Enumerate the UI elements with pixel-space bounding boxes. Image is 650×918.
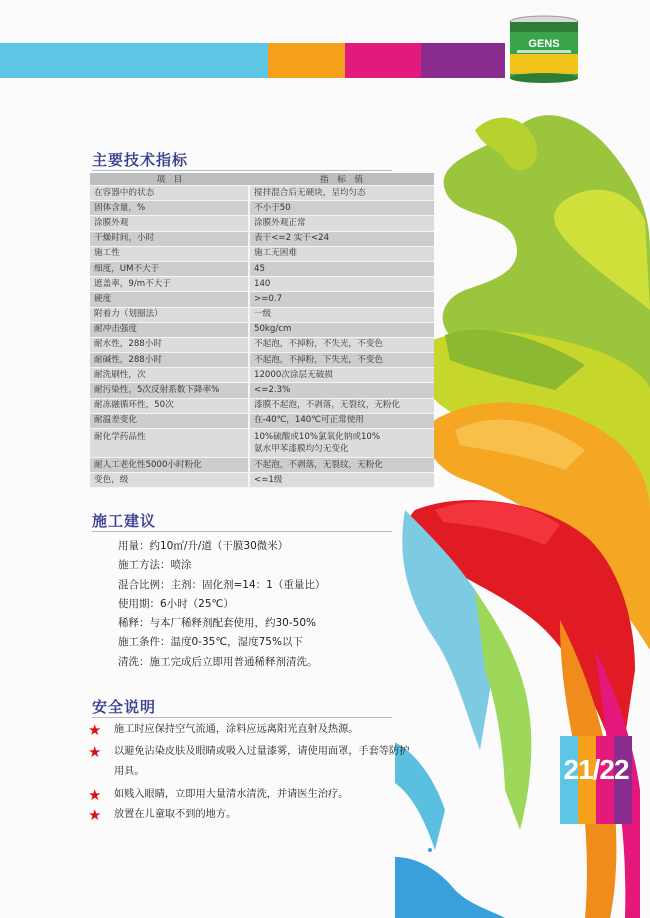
spec-value: 一级 <box>249 307 434 322</box>
table-row <box>90 473 434 488</box>
spec-item: 施工性 <box>90 246 249 261</box>
section-divider-specs <box>92 170 392 171</box>
section-title-safety: 安全说明 <box>92 698 157 716</box>
table-row <box>90 429 434 458</box>
table-row <box>90 261 434 276</box>
spec-value-line: 氨水甲苯漆膜均匀无变化 <box>254 444 349 454</box>
table-row <box>90 383 434 398</box>
advice-list <box>118 537 325 672</box>
header-bar-orange <box>268 43 345 78</box>
star-icon: ★ <box>88 743 102 761</box>
section-title-specs: 主要技术指标 <box>92 151 189 169</box>
spec-value: <=2.3% <box>249 383 434 398</box>
section-divider-safety <box>92 717 392 718</box>
table-row <box>90 292 434 307</box>
header-bar-cyan <box>0 43 268 78</box>
spec-item: 在容器中的状态 <box>90 186 249 201</box>
spec-value: 在-40℃，140℃可正常使用 <box>249 413 434 428</box>
list-item: 清洗：施工完成后立即用普通稀释剂清洗。 <box>118 655 318 668</box>
spec-item: 硬度 <box>90 292 249 307</box>
spec-value-line: 10%硫酸或10%氯氧化钠或10% <box>254 432 381 442</box>
table-row <box>90 322 434 337</box>
table-row <box>90 201 434 216</box>
spec-value: 140 <box>249 277 434 292</box>
section-title-advice: 施工建议 <box>92 512 157 530</box>
spec-item: 耐洗刷性，次 <box>90 368 249 383</box>
spec-item: 耐污染性，5次反射系数下降率% <box>90 383 249 398</box>
spec-value <box>249 429 434 458</box>
table-row <box>90 307 434 322</box>
spec-value: 不小于50 <box>249 201 434 216</box>
spec-item: 耐碱性，288小时 <box>90 353 249 368</box>
spec-item: 附着力（划圈法） <box>90 307 249 322</box>
star-icon: ★ <box>88 721 102 739</box>
spec-table <box>90 173 434 488</box>
list-item <box>88 805 418 825</box>
spec-value: 漆膜不起泡，不剥落，无裂纹，无粉化 <box>249 398 434 413</box>
table-row <box>90 458 434 473</box>
spec-value: 不起泡，不掉粉，不失光，不变色 <box>249 337 434 352</box>
table-row <box>90 231 434 246</box>
spec-value: 45 <box>249 261 434 276</box>
table-row <box>90 216 434 231</box>
spec-value: <=1级 <box>249 473 434 488</box>
page-number: 21/22 <box>563 754 629 785</box>
spec-item: 细度，UM不大于 <box>90 261 249 276</box>
spec-item: 耐冻融循环性，50次 <box>90 398 249 413</box>
spec-item: 涂膜外观 <box>90 216 249 231</box>
spec-item: 遮盖率，9/m不大于 <box>90 277 249 292</box>
spec-value: >=0.7 <box>249 292 434 307</box>
section-divider-advice <box>92 531 392 532</box>
spec-item: 干燥时间，小时 <box>90 231 249 246</box>
spec-value: 不起泡，不掉粉，下失光，不变色 <box>249 353 434 368</box>
spec-value: 搅拌混合后无硬块，呈均匀态 <box>249 186 434 201</box>
table-row <box>90 337 434 352</box>
spec-value: 12000次涂层无破损 <box>249 368 434 383</box>
list-item: 稀释：与本厂稀释剂配套使用，约30-50% <box>118 617 316 630</box>
spec-item: 耐冲击强度 <box>90 322 249 337</box>
safety-text: 以避免沾染皮肤及眼睛或吸入过量漆雾，请使用面罩，手套等防护用具。 <box>114 746 410 777</box>
list-item <box>88 720 418 740</box>
header-bar-purple <box>421 43 505 78</box>
safety-list <box>88 720 418 825</box>
spec-value: 施工无困难 <box>249 246 434 261</box>
list-item: 使用期：6小时（25℃） <box>118 597 234 610</box>
table-row <box>90 413 434 428</box>
safety-text: 放置在儿童取不到的地方。 <box>114 809 237 820</box>
header-bar-magenta <box>345 43 421 78</box>
spec-item: 耐化学药品性 <box>90 429 249 458</box>
table-row <box>90 246 434 261</box>
table-row <box>90 186 434 201</box>
list-item: 施工条件：温度0-35℃，湿度75%以下 <box>118 636 303 649</box>
spec-item: 耐人工老化性5000小时粉化 <box>90 458 249 473</box>
star-icon: ★ <box>88 786 102 804</box>
table-row <box>90 277 434 292</box>
spec-value: 不起泡，不剥落，无裂纹，无粉化 <box>249 458 434 473</box>
list-item <box>88 785 418 805</box>
spec-value: 50kg/cm <box>249 322 434 337</box>
safety-text: 如贱入眼睛，立即用大量清水清洗，并请医生治疗。 <box>114 789 349 800</box>
table-row <box>90 353 434 368</box>
safety-text: 施工时应保持空气流通，涂料应远离阳光直射及热源。 <box>114 724 359 735</box>
list-item: 用量：约10㎡/升/道（干膜30微米） <box>118 540 289 552</box>
svg-text:GENS: GENS <box>528 38 560 50</box>
spec-col-value: 指 标 值 <box>249 173 434 186</box>
list-item: 混合比例：主剂：固化剂=14：1（重量比） <box>118 578 326 591</box>
spec-value: 涂膜外观正常 <box>249 216 434 231</box>
list-item: 施工方法：喷涂 <box>118 559 192 572</box>
table-row <box>90 368 434 383</box>
spec-table-header <box>90 173 434 186</box>
list-item <box>88 742 418 782</box>
spec-item: 耐温差变化 <box>90 413 249 428</box>
table-row <box>90 398 434 413</box>
spec-col-item: 项 目 <box>90 173 249 186</box>
spec-item: 变色，级 <box>90 473 249 488</box>
spec-item: 耐水性，288小时 <box>90 337 249 352</box>
star-icon: ★ <box>88 806 102 824</box>
spec-value: 表干<=2 实干<24 <box>249 231 434 246</box>
spec-item: 固体含量，% <box>90 201 249 216</box>
paint-can-image <box>507 14 582 84</box>
